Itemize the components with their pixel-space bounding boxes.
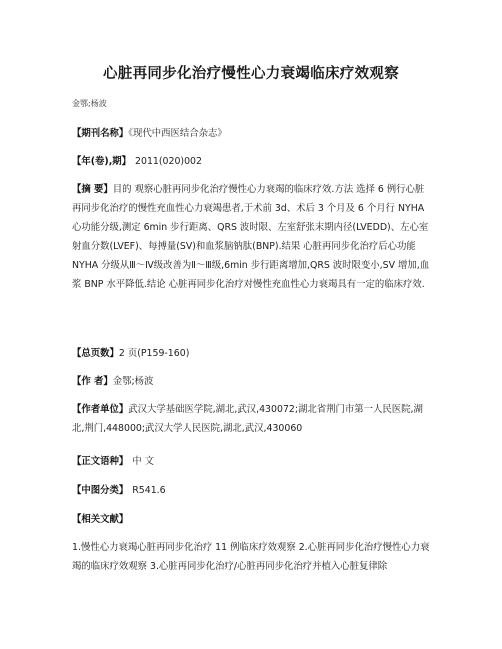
affiliation-field [72,400,432,438]
author-line: 金鄂;杨波 [72,99,107,108]
related-label: 【相关文献】 [72,514,129,525]
related-field [72,538,432,576]
classification-label: 【中图分类】 [72,485,129,496]
language-value: 中 文 [132,456,154,467]
authors-label: 【作 者】 [72,376,113,387]
language-field [72,452,432,471]
affiliation-label: 【作者单位】 [72,404,129,415]
journal-field [72,124,432,143]
affiliation-value: 武汉大学基础医学院,湖北,武汉,430072;湖北省荆门市第一人民医院,湖北,荆门,448000;武汉大学人民医院,湖北,武汉,430060 [72,404,423,434]
document-title: 心脏再同步化治疗慢性心力衰竭临床疗效观察 [103,66,399,82]
language-label: 【正文语种】 [72,456,129,467]
year-value: 2011(020)002 [135,156,202,167]
related-label-field [72,510,432,529]
authors-value: 金鄂;杨波 [112,376,154,387]
pages-label: 【总页数】 [72,348,119,359]
abstract-value: 目的 观察心脏再同步化治疗慢性心力衰竭的临床疗效.方法 选择 6 例行心脏再同步化治疗的慢性充血性心力衰竭患者,于术前 3d、术后 3 个月及 6 个月行 NYHA 心功能分级,测定 6min 步行距离、QRS 波时限、左室舒张末期内径(LVEDD)、左心室射血分数(LVEF)、每搏量(SV)和血浆脑钠肽(BNP).结果 心脏再同步化治疗后心功能 NYHA 分级从Ⅲ～Ⅳ级改善为Ⅱ～Ⅲ级,6min 步行距离增加,QRS 波时限变小,SV 增加,血浆 BNP 水平降低.结论 心脏再同步化治疗对慢性充血性心力衰竭具有一定的临床疗效. [72,184,430,290]
abstract-field [72,180,432,294]
year-label: 【年(卷),期】 [72,156,132,167]
related-value: 1.慢性心力衰竭心脏再同步化治疗 11 例临床疗效观察 2.心脏再同步化治疗慢性心力衰竭的临床疗效观察 3.心脏再同步化治疗/心脏再同步化治疗并植入心脏复律除 [72,542,430,572]
pages-value: 2 页(P159-160) [118,348,190,359]
classification-field [72,481,432,500]
year-field [72,152,432,171]
abstract-label: 【摘 要】 [72,184,113,195]
classification-value: R541.6 [132,485,166,496]
journal-value: 《现代中西医结合杂志》 [128,128,227,139]
journal-label: 【期刊名称】 [72,128,129,139]
pages-field [72,344,432,363]
authors-field [72,372,432,391]
